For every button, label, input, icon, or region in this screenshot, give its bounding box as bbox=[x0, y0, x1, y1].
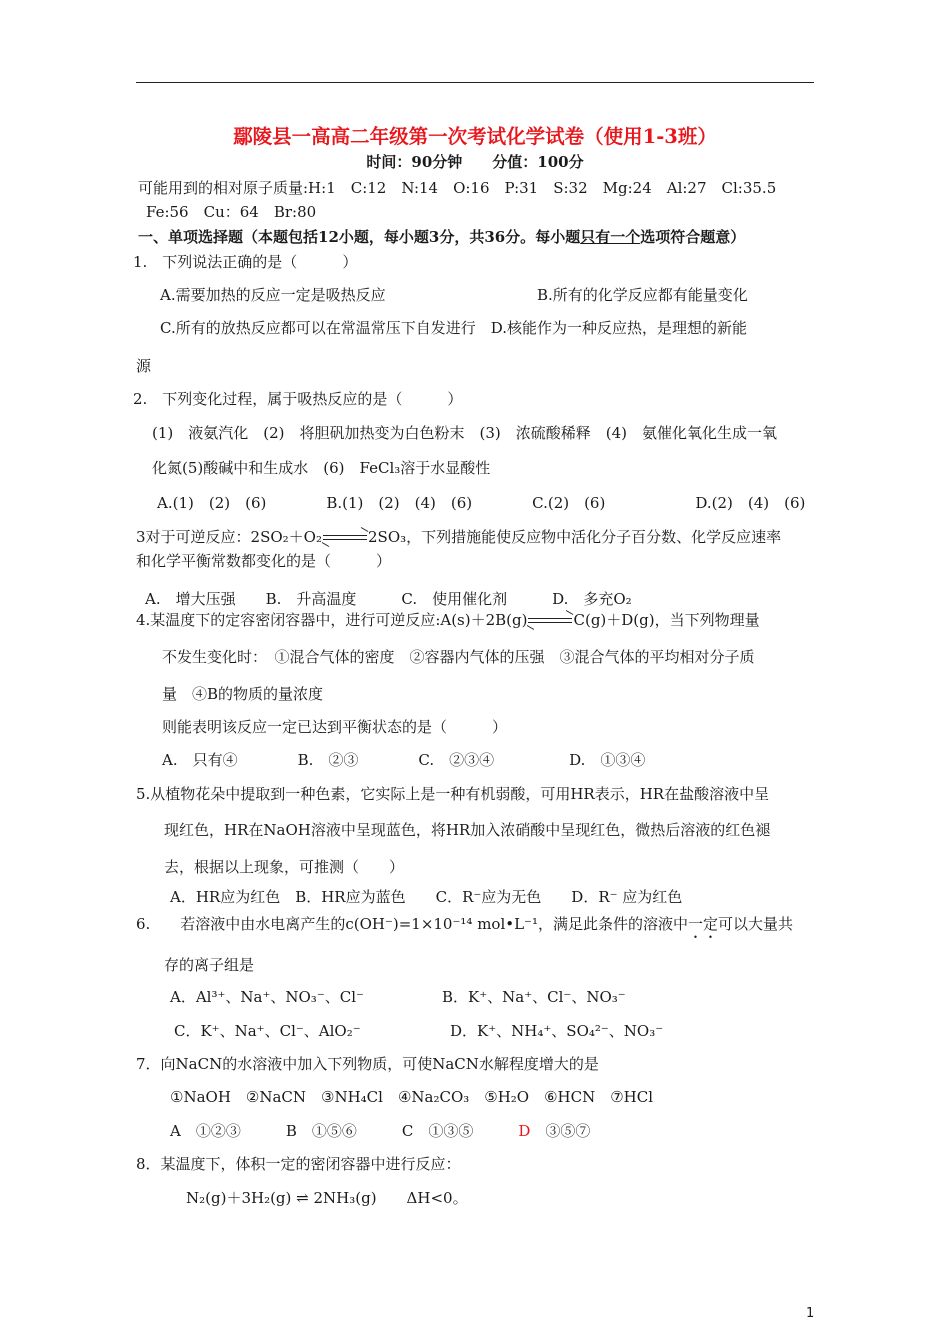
q7-answer-mark: D bbox=[518, 1122, 531, 1140]
q7-items: ①NaOH ②NaCN ③NH₄Cl ④Na₂CO₃ ⑤H₂O ⑥HCN ⑦HCl bbox=[170, 1088, 654, 1106]
q4-options: A. 只有④ B. ②③ C. ②③④ D. ①③④ bbox=[162, 751, 646, 769]
q4-stem-b: C(g)＋D(g)，当下列物理量 bbox=[573, 611, 760, 629]
exam-title: 鄢陵县一高高二年级第一次考试化学试卷（使用1-3班） bbox=[233, 125, 717, 148]
q6-option-a: A．Al³⁺、Na⁺、NO₃⁻、Cl⁻ bbox=[170, 988, 364, 1006]
q2-options: A.(1) (2) (6) B.(1) (2) (4) (6) C.(2) (6) D.(2) (4) (6) bbox=[157, 494, 806, 512]
q7-options-abc: A ①②③ B ①⑤⑥ C ①③⑤ bbox=[170, 1122, 519, 1140]
q6-option-c: C．K⁺、Na⁺、Cl⁻、AlO₂⁻ bbox=[174, 1022, 361, 1040]
q6-emphasis-1: 一 bbox=[688, 915, 704, 933]
q4-stem-line4: 则能表明该反应一定已达到平衡状态的是（ ） bbox=[162, 718, 508, 736]
atomic-masses-line1: 可能用到的相对原子质量:H:1 C:12 N:14 O:16 P:31 S:32 Mg:24 Al:27 Cl:35.5 bbox=[138, 179, 777, 197]
q6-stem-b: 可以大量共 bbox=[718, 915, 794, 933]
q3-stem bbox=[136, 527, 781, 547]
top-rule bbox=[136, 82, 814, 83]
q7-stem: 7．向NaCN的水溶液中加入下列物质，可使NaCN水解程度增大的是 bbox=[136, 1055, 599, 1073]
q5-stem-line2: 现红色，HR在NaOH溶液中呈现蓝色，将HR加入浓硝酸中呈现红色，微热后溶液的红色褪 bbox=[164, 821, 771, 839]
q8-equation: N₂(g)＋3H₂(g) ⇌ 2NH₃(g) ΔH<0。 bbox=[186, 1189, 468, 1207]
section-heading-b: 选项符合题意） bbox=[640, 228, 746, 246]
section-heading bbox=[138, 227, 745, 247]
q4-stem bbox=[136, 610, 760, 630]
q5-stem-line1: 5.从植物花朵中提取到一种色素，它实际上是一种有机弱酸，可用HR表示，HR在盐酸溶液中呈 bbox=[136, 785, 770, 803]
page-number: 1 bbox=[806, 1306, 815, 1321]
q5-options: A．HR应为红色 B．HR应为蓝色 C．R⁻应为无色 D．R⁻ 应为红色 bbox=[170, 888, 683, 906]
q5-stem-line3: 去，根据以上现象，可推测（ ） bbox=[164, 858, 405, 876]
equilibrium-arrow-icon bbox=[528, 616, 572, 626]
q2-items-line2: 化氮(5)酸碱中和生成水 (6) FeCl₃溶于水显酸性 bbox=[152, 459, 491, 477]
q6-stem-line2: 存的离子组是 bbox=[164, 956, 255, 974]
q3-stem-line2: 和化学平衡常数都变化的是（ ） bbox=[136, 552, 392, 570]
q6-stem-line1 bbox=[136, 914, 793, 934]
section-heading-underline: 只有一个 bbox=[580, 228, 641, 246]
q1-stem: 1. 下列说法正确的是（ ） bbox=[133, 253, 358, 271]
q6-option-b: B．K⁺、Na⁺、Cl⁻、NO₃⁻ bbox=[442, 988, 626, 1006]
q8-stem: 8．某温度下，体积一定的密闭容器中进行反应： bbox=[136, 1155, 461, 1173]
q3-stem-a: 3对于可逆反应：2SO₂＋O₂ bbox=[136, 528, 322, 546]
q1-option-a: A.需要加热的反应一定是吸热反应 bbox=[160, 286, 386, 304]
q6-emphasis-2: 定 bbox=[703, 915, 719, 933]
q2-stem: 2. 下列变化过程，属于吸热反应的是（ ） bbox=[133, 390, 463, 408]
section-heading-a: 一、单项选择题（本题包括12小题，每小题3分，共36分。每小题 bbox=[138, 228, 581, 246]
q4-stem-a: 4.某温度下的定容密闭容器中，进行可逆反应:A(s)＋2B(g) bbox=[136, 611, 528, 629]
q3-options: A. 增大压强 B. 升高温度 C. 使用催化剂 D. 多充O₂ bbox=[145, 590, 632, 608]
atomic-masses-line2: Fe:56 Cu：64 Br:80 bbox=[146, 203, 317, 221]
q3-stem-b: 2SO₃，下列措施能使反应物中活化分子百分数、化学反应速率 bbox=[368, 528, 782, 546]
q7-options bbox=[170, 1121, 590, 1141]
q2-items-line1: (1) 液氨汽化 (2) 将胆矾加热变为白色粉末 (3) 浓硫酸稀释 (4) 氨催化氧化生成一氧 bbox=[152, 424, 777, 442]
exam-time-score: 时间：90分钟 分值：100分 bbox=[366, 153, 584, 171]
q1-option-cd: C.所有的放热反应都可以在常温常压下自发进行 D.核能作为一种反应热，是理想的新能 bbox=[160, 319, 747, 337]
q6-stem-a: 6. 若溶液中由水电离产生的c(OH⁻)=1×10⁻¹⁴ mol•L⁻¹，满足此条件的溶液中 bbox=[136, 915, 688, 933]
q7-option-d: ③⑤⑦ bbox=[530, 1122, 591, 1140]
q4-stem-line2: 不发生变化时： ①混合气体的密度 ②容器内气体的压强 ③混合气体的平均相对分子质 bbox=[162, 648, 755, 666]
q1-option-b: B.所有的化学反应都有能量变化 bbox=[537, 286, 748, 304]
q6-option-d: D．K⁺、NH₄⁺、SO₄²⁻、NO₃⁻ bbox=[450, 1022, 664, 1040]
q1-option-d-wrap: 源 bbox=[136, 357, 152, 375]
equilibrium-arrow-icon bbox=[323, 533, 367, 543]
q4-stem-line3: 量 ④B的物质的量浓度 bbox=[162, 685, 324, 703]
